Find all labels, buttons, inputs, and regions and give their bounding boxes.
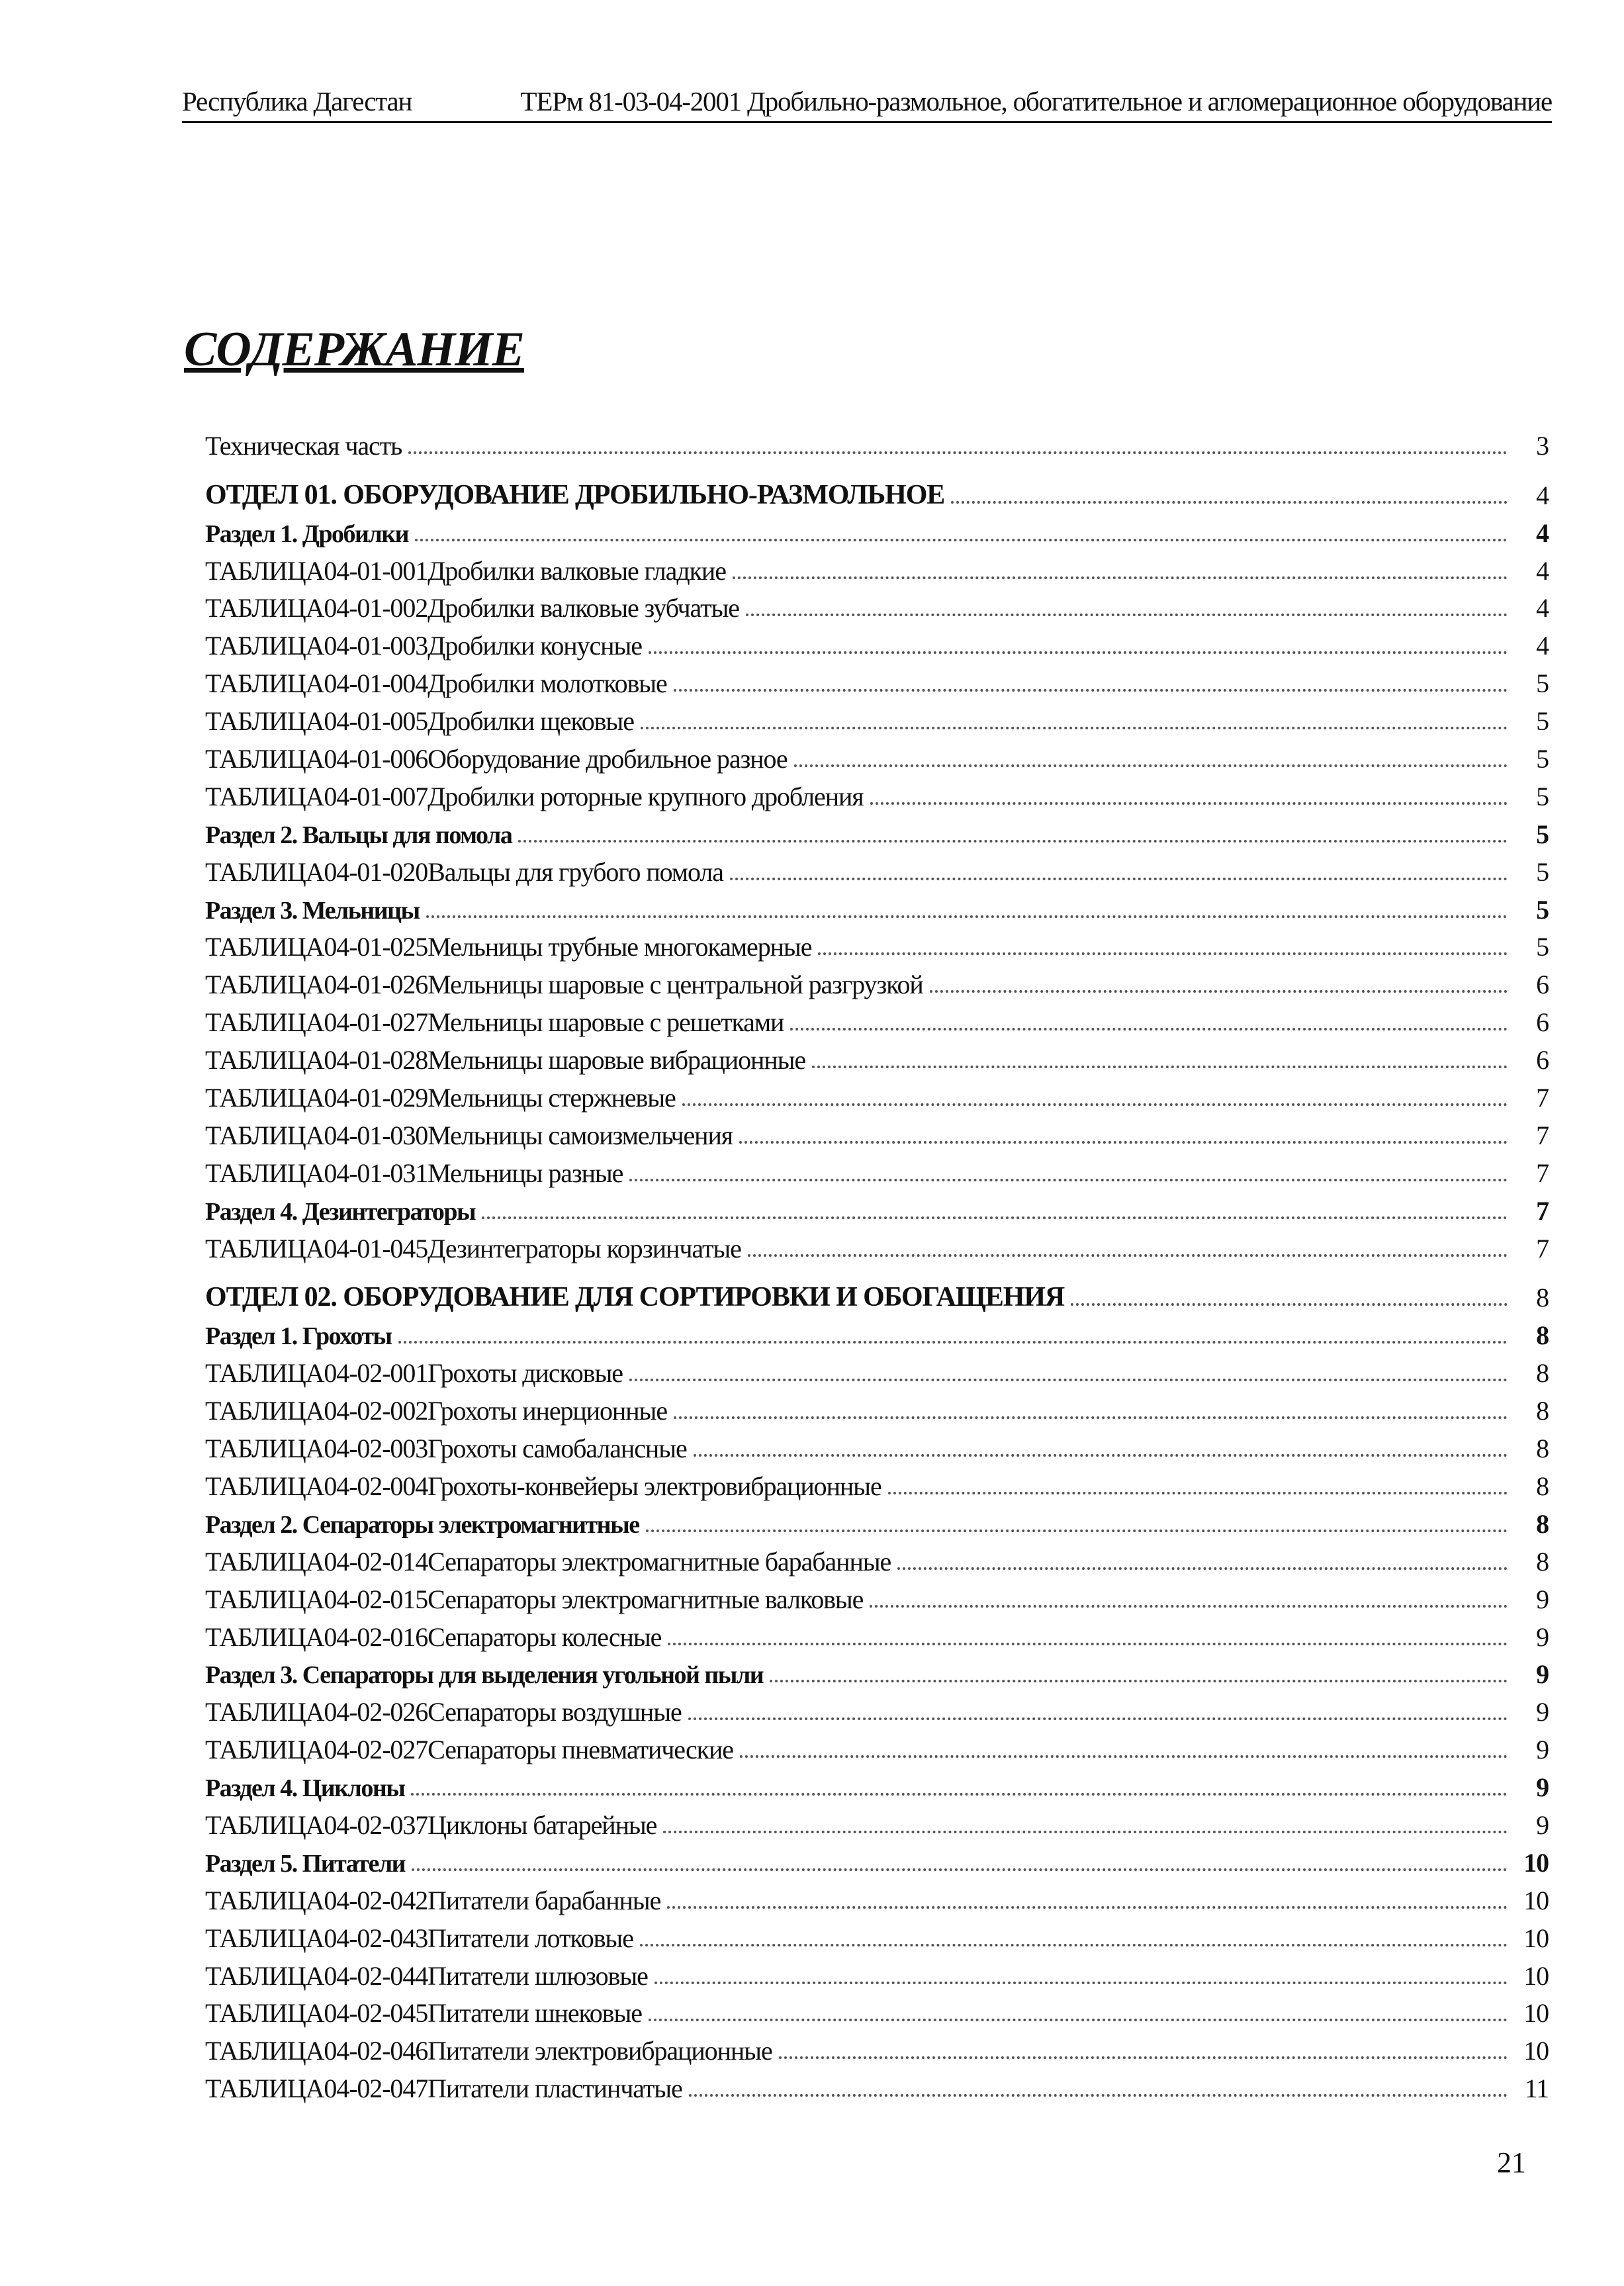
toc-entry-table	[205, 2066, 1549, 2104]
toc-entry-razdel	[205, 1313, 1549, 1351]
dot-leader	[730, 878, 1508, 880]
toc-page-number: 7	[1536, 1195, 1549, 1226]
table-keyword: ТАБЛИЦА	[205, 555, 324, 586]
table-keyword: ТАБЛИЦА	[205, 2036, 324, 2066]
table-keyword: ТАБЛИЦА	[205, 631, 324, 661]
section-heading: Раздел 2. Вальцы для помола	[205, 821, 512, 849]
table-title: Питатели барабанные	[428, 1885, 661, 1915]
table-title: Грохоты дисковые	[428, 1358, 623, 1389]
table-title: Мельницы шаровые вибрационные	[428, 1045, 806, 1075]
section-heading: Раздел 4. Дезинтеграторы	[205, 1197, 476, 1226]
table-title: Сепараторы пневматические	[428, 1735, 733, 1765]
toc-entry-table	[205, 962, 1549, 1000]
dot-leader	[482, 1216, 1508, 1219]
table-keyword: ТАБЛИЦА	[205, 1083, 324, 1113]
toc-page-number: 4	[1536, 555, 1549, 586]
toc-entry-table	[205, 1539, 1549, 1577]
table-code: 04-02-014	[324, 1546, 428, 1577]
dot-leader	[733, 576, 1508, 579]
toc-page-number: 4	[1536, 631, 1549, 661]
table-code: 04-02-027	[324, 1735, 428, 1765]
dot-leader	[951, 501, 1508, 504]
toc-entry-label	[205, 1960, 654, 1991]
toc-page-number: 7	[1536, 1158, 1549, 1188]
table-title: Грохоты-конвейеры электровибрационные	[428, 1471, 881, 1501]
table-title: Питатели лотковые	[428, 1923, 633, 1953]
toc-page-number: 11	[1524, 2074, 1549, 2104]
toc-page-number: 5	[1536, 706, 1549, 737]
table-keyword: ТАБЛИЦА	[205, 1471, 324, 1501]
toc-entry-table	[205, 1727, 1549, 1765]
table-title: Дробилки роторные крупного дробления	[428, 781, 864, 811]
table-code: 04-01-001	[324, 555, 428, 586]
table-keyword: ТАБЛИЦА	[205, 1998, 324, 2029]
dot-leader	[398, 1341, 1508, 1344]
table-title: Грохоты самобалансные	[428, 1434, 687, 1464]
toc-page-number: 9	[1536, 1584, 1549, 1614]
dot-leader	[408, 451, 1508, 454]
table-keyword: ТАБЛИЦА	[205, 970, 324, 1000]
table-keyword: ТАБЛИЦА	[205, 1233, 324, 1263]
dot-leader	[674, 1416, 1508, 1419]
toc-entry-table	[205, 1000, 1549, 1038]
dot-leader	[746, 614, 1508, 616]
table-title: Питатели электровибрационные	[428, 2036, 772, 2066]
table-keyword: ТАБЛИЦА	[205, 706, 324, 737]
dot-leader	[897, 1567, 1508, 1570]
toc-page-number: 9	[1536, 1809, 1549, 1840]
toc-entry-razdel	[205, 1189, 1549, 1226]
table-code: 04-01-002	[324, 593, 428, 623]
table-keyword: ТАБЛИЦА	[205, 1120, 324, 1150]
toc-entry-table	[205, 1615, 1549, 1653]
toc-entry-table	[205, 699, 1549, 737]
dot-leader	[790, 1028, 1508, 1030]
section-heading: Раздел 5. Питатели	[205, 1849, 406, 1878]
toc-entry-table	[205, 1690, 1549, 1727]
table-title: Дробилки конусные	[428, 631, 642, 661]
dot-leader	[794, 764, 1508, 767]
dot-leader	[688, 1717, 1508, 1720]
table-title: Питатели пластинчатые	[428, 2074, 682, 2104]
table-keyword: ТАБЛИЦА	[205, 1358, 324, 1389]
toc-entry-label	[205, 781, 870, 812]
toc-page-number: 10	[1523, 1885, 1549, 1915]
toc-page-number: 4	[1536, 480, 1549, 510]
table-code: 04-01-030	[324, 1120, 428, 1150]
toc-page-number: 8	[1536, 1283, 1549, 1313]
toc-entry-table	[205, 1151, 1549, 1189]
toc-entry-table	[205, 850, 1549, 888]
toc-entry-label	[205, 1395, 674, 1426]
toc-entry-label	[205, 2073, 689, 2104]
toc-entry-label	[205, 1158, 629, 1189]
toc-entry-otdel	[205, 1276, 1549, 1314]
section-heading: Раздел 2. Сепараторы электромагнитные	[205, 1510, 639, 1539]
dot-leader	[870, 802, 1508, 805]
toc-entry-label	[205, 1120, 739, 1151]
toc-entry-table	[205, 1226, 1549, 1264]
toc-page-number: 6	[1536, 1045, 1549, 1075]
table-title: Дробилки валковые гладкие	[428, 555, 726, 586]
page-number: 21	[1497, 2146, 1526, 2179]
toc-page-number: 5	[1536, 856, 1549, 887]
division-heading: ОТДЕЛ 02. ОБОРУДОВАНИЕ ДЛЯ СОРТИРОВКИ И ОБОГАЩЕНИЯ	[205, 1282, 1065, 1313]
dot-leader	[640, 1944, 1508, 1946]
toc-entry-razdel	[205, 511, 1549, 549]
dot-leader	[411, 1793, 1508, 1796]
dot-leader	[770, 1680, 1508, 1682]
table-code: 04-02-003	[324, 1434, 428, 1464]
toc-entry-razdel	[205, 1502, 1549, 1539]
dot-leader	[748, 1254, 1508, 1257]
toc-page-number: 10	[1523, 2036, 1549, 2066]
table-keyword: ТАБЛИЦА	[205, 1396, 324, 1426]
table-keyword: ТАБЛИЦА	[205, 744, 324, 774]
toc-entry-label	[205, 856, 730, 888]
toc-entry-table	[205, 661, 1549, 699]
toc-entry-label	[205, 969, 930, 1000]
dot-leader	[654, 1982, 1508, 1984]
table-code: 04-02-004	[324, 1471, 428, 1501]
toc-entry-table	[205, 2029, 1549, 2066]
table-keyword: ТАБЛИЦА	[205, 856, 324, 887]
toc-page-number: 7	[1536, 1233, 1549, 1263]
table-code: 04-02-044	[324, 1960, 428, 1991]
toc-entry-label: Техническая часть	[205, 430, 402, 461]
section-heading: Раздел 1. Дробилки	[205, 520, 408, 548]
toc-entry-table	[205, 1075, 1549, 1113]
table-code: 04-01-027	[324, 1007, 428, 1038]
toc-page-number: 9	[1536, 1659, 1549, 1690]
table-keyword: ТАБЛИЦА	[205, 1809, 324, 1840]
toc-entry-razdel	[205, 888, 1549, 925]
toc-page-number: 8	[1536, 1434, 1549, 1464]
toc-entry-table	[205, 1954, 1549, 1991]
dot-leader	[818, 952, 1508, 955]
toc-entry-label	[205, 2035, 779, 2066]
toc-page-number: 5	[1536, 894, 1549, 925]
toc-entry-table	[205, 1038, 1549, 1075]
table-code: 04-02-002	[324, 1396, 428, 1426]
table-code: 04-01-005	[324, 706, 428, 737]
toc-entry-label	[205, 1357, 629, 1389]
dot-leader	[667, 1906, 1508, 1909]
toc-page-number: 9	[1536, 1772, 1549, 1803]
table-of-contents	[205, 424, 1549, 2104]
toc-entry-label	[205, 1885, 667, 1916]
table-code: 04-01-007	[324, 781, 428, 811]
table-title: Циклоны батарейные	[428, 1809, 657, 1840]
dot-leader	[663, 1831, 1508, 1833]
toc-entry-label	[205, 1696, 688, 1727]
toc-entry-label	[205, 1433, 694, 1464]
toc-entry-table	[205, 1426, 1549, 1464]
table-title: Мельницы шаровые с решетками	[428, 1007, 784, 1038]
table-keyword: ТАБЛИЦА	[205, 2074, 324, 2104]
dot-leader	[694, 1454, 1508, 1457]
toc-page-number: 8	[1536, 1471, 1549, 1501]
toc-entry-label	[205, 1007, 790, 1038]
table-title: Мельницы стержневые	[428, 1083, 676, 1113]
table-title: Питатели шлюзовые	[428, 1960, 648, 1991]
dot-leader	[888, 1492, 1508, 1494]
table-code: 04-02-037	[324, 1809, 428, 1840]
table-keyword: ТАБЛИЦА	[205, 1697, 324, 1727]
table-title: Дробилки щековые	[428, 706, 634, 737]
table-code: 04-02-015	[324, 1584, 428, 1614]
table-title: Дезинтеграторы корзинчатые	[428, 1233, 741, 1263]
toc-entry-table	[205, 1803, 1549, 1841]
header-document-code: ТЕРм 81-03-04-2001 Дробильно-размольное, обогатительное и агломерационное оборудование	[520, 86, 1552, 116]
table-title: Питатели шнековые	[428, 1998, 642, 2029]
table-keyword: ТАБЛИЦА	[205, 1960, 324, 1991]
dot-leader	[649, 651, 1508, 654]
table-code: 04-01-045	[324, 1233, 428, 1263]
dot-leader	[689, 2094, 1508, 2097]
table-title: Сепараторы воздушные	[428, 1697, 682, 1727]
table-title: Мельницы разные	[428, 1158, 623, 1188]
toc-page-number: 6	[1536, 1007, 1549, 1038]
toc-entry-label	[205, 1471, 888, 1502]
toc-page-number: 10	[1523, 1960, 1549, 1991]
toc-entry-table	[205, 1991, 1549, 2029]
dot-leader	[518, 840, 1508, 843]
table-title: Вальцы для грубого помола	[428, 856, 723, 887]
table-keyword: ТАБЛИЦА	[205, 1045, 324, 1075]
dot-leader	[779, 2056, 1508, 2059]
table-keyword: ТАБЛИЦА	[205, 1158, 324, 1188]
toc-page-number: 10	[1523, 1998, 1549, 2029]
toc-page-number: 5	[1536, 668, 1549, 699]
table-code: 04-02-043	[324, 1923, 428, 1953]
toc-entry-table	[205, 1577, 1549, 1615]
toc-page-number: 4	[1536, 518, 1549, 548]
toc-page-number: 5	[1536, 932, 1549, 962]
toc-page-number: 7	[1536, 1083, 1549, 1113]
section-heading: Раздел 3. Сепараторы для выделения угольной пыли	[205, 1661, 764, 1690]
toc-entry-label	[205, 1809, 663, 1841]
toc-entry-plain	[205, 424, 1549, 461]
toc-entry-label	[205, 1584, 870, 1615]
toc-entry-label	[205, 1082, 682, 1113]
toc-entry-table	[205, 774, 1549, 812]
toc-entry-table	[205, 623, 1549, 661]
toc-page-number: 4	[1536, 593, 1549, 623]
toc-page-number: 6	[1536, 970, 1549, 1000]
table-code: 04-02-047	[324, 2074, 428, 2104]
table-code: 04-02-016	[324, 1622, 428, 1652]
toc-entry-label	[205, 630, 649, 661]
toc-entry-otdel	[205, 473, 1549, 511]
toc-entry-label	[205, 1622, 668, 1653]
table-title: Мельницы шаровые с центральной разгрузкой	[428, 970, 923, 1000]
toc-entry-table	[205, 1351, 1549, 1389]
section-heading: Раздел 4. Циклоны	[205, 1774, 405, 1803]
toc-entry-label	[205, 668, 674, 699]
toc-page-number: 5	[1536, 819, 1549, 849]
toc-entry-label	[205, 1233, 748, 1264]
table-code: 04-01-031	[324, 1158, 428, 1188]
table-code: 04-02-026	[324, 1697, 428, 1727]
toc-entry-label	[205, 1546, 897, 1577]
toc-entry-label	[205, 1923, 640, 1954]
table-title: Грохоты инерционные	[428, 1396, 667, 1426]
table-keyword: ТАБЛИЦА	[205, 932, 324, 962]
table-keyword: ТАБЛИЦА	[205, 593, 324, 623]
toc-entry-label	[205, 706, 641, 737]
dot-leader	[668, 1643, 1508, 1645]
table-code: 04-02-042	[324, 1885, 428, 1915]
toc-page-number: 5	[1536, 744, 1549, 774]
toc-entry-table	[205, 925, 1549, 963]
table-code: 04-01-029	[324, 1083, 428, 1113]
table-code: 04-02-046	[324, 2036, 428, 2066]
table-keyword: ТАБЛИЦА	[205, 1584, 324, 1614]
dot-leader	[740, 1755, 1508, 1758]
dot-leader	[649, 2019, 1508, 2021]
dot-leader	[415, 539, 1508, 541]
toc-entry-razdel	[205, 1841, 1549, 1878]
toc-entry-label	[205, 555, 733, 586]
table-title: Оборудование дробильное разное	[428, 744, 788, 774]
table-code: 04-01-026	[324, 970, 428, 1000]
section-heading: Раздел 3. Мельницы	[205, 896, 420, 925]
toc-entry-table	[205, 1916, 1549, 1954]
toc-page-number: 7	[1536, 1120, 1549, 1150]
table-code: 04-01-025	[324, 932, 428, 962]
dot-leader	[1071, 1303, 1508, 1306]
table-title: Сепараторы колесные	[428, 1622, 662, 1652]
toc-entry-label	[205, 592, 746, 623]
toc-page-number: 10	[1523, 1923, 1549, 1953]
table-keyword: ТАБЛИЦА	[205, 668, 324, 699]
toc-entry-table	[205, 1878, 1549, 1916]
table-keyword: ТАБЛИЦА	[205, 1546, 324, 1577]
header-region: Республика Дагестан	[182, 86, 412, 116]
toc-page-number: 8	[1536, 1358, 1549, 1389]
table-title: Мельницы трубные многокамерные	[428, 932, 812, 962]
toc-page-number: 9	[1536, 1622, 1549, 1652]
toc-page-number: 10	[1523, 1847, 1549, 1878]
toc-page-number: 8	[1536, 1508, 1549, 1539]
section-heading: Раздел 1. Грохоты	[205, 1322, 392, 1351]
dot-leader	[682, 1103, 1508, 1106]
table-code: 04-01-004	[324, 668, 428, 699]
dot-leader	[426, 915, 1508, 918]
table-keyword: ТАБЛИЦА	[205, 1007, 324, 1038]
toc-entry-label	[205, 1044, 812, 1075]
dot-leader	[812, 1066, 1508, 1068]
toc-entry-razdel	[205, 812, 1549, 850]
table-keyword: ТАБЛИЦА	[205, 1923, 324, 1953]
dot-leader	[646, 1530, 1508, 1532]
toc-entry-label	[205, 1997, 649, 2029]
toc-page-number: 3	[1536, 430, 1549, 461]
running-header	[182, 74, 1552, 123]
toc-page-number: 5	[1536, 781, 1549, 811]
table-code: 04-01-003	[324, 631, 428, 661]
table-code: 04-01-006	[324, 744, 428, 774]
table-code: 04-01-020	[324, 856, 428, 887]
table-title: Мельницы самоизмельчения	[428, 1120, 733, 1150]
toc-entry-label	[205, 743, 794, 774]
toc-page-number: 9	[1536, 1697, 1549, 1727]
dot-leader	[870, 1605, 1508, 1608]
table-keyword: ТАБЛИЦА	[205, 1622, 324, 1652]
toc-page-number: 8	[1536, 1320, 1549, 1351]
toc-entry-table	[205, 1113, 1549, 1151]
table-keyword: ТАБЛИЦА	[205, 781, 324, 811]
toc-entry-table	[205, 1464, 1549, 1502]
table-code: 04-02-045	[324, 1998, 428, 2029]
dot-leader	[930, 990, 1508, 993]
table-title: Дробилки валковые зубчатые	[428, 593, 739, 623]
table-keyword: ТАБЛИЦА	[205, 1885, 324, 1915]
toc-entry-razdel	[205, 1765, 1549, 1803]
toc-page-number: 8	[1536, 1396, 1549, 1426]
dot-leader	[674, 689, 1508, 692]
table-keyword: ТАБЛИЦА	[205, 1434, 324, 1464]
table-code: 04-01-028	[324, 1045, 428, 1075]
toc-page-number: 9	[1536, 1735, 1549, 1765]
dot-leader	[641, 727, 1508, 729]
dot-leader	[739, 1141, 1508, 1144]
toc-entry-table	[205, 737, 1549, 774]
toc-entry-table	[205, 1389, 1549, 1426]
contents-title: СОДЕРЖАНИЕ	[184, 322, 524, 377]
toc-entry-label	[205, 931, 818, 962]
toc-entry-label	[205, 1734, 740, 1765]
toc-entry-table	[205, 586, 1549, 624]
dot-leader	[412, 1868, 1508, 1871]
table-code: 04-02-001	[324, 1358, 428, 1389]
toc-page-number: 8	[1536, 1546, 1549, 1577]
table-keyword: ТАБЛИЦА	[205, 1735, 324, 1765]
table-title: Сепараторы электромагнитные валковые	[428, 1584, 864, 1614]
toc-entry-table	[205, 549, 1549, 586]
toc-entry-razdel	[205, 1653, 1549, 1690]
dot-leader	[629, 1379, 1508, 1381]
division-heading: ОТДЕЛ 01. ОБОРУДОВАНИЕ ДРОБИЛЬНО-РАЗМОЛЬНОЕ	[205, 479, 945, 510]
dot-leader	[629, 1179, 1508, 1181]
table-title: Дробилки молотковые	[428, 668, 667, 699]
table-title: Сепараторы электромагнитные барабанные	[428, 1546, 891, 1577]
